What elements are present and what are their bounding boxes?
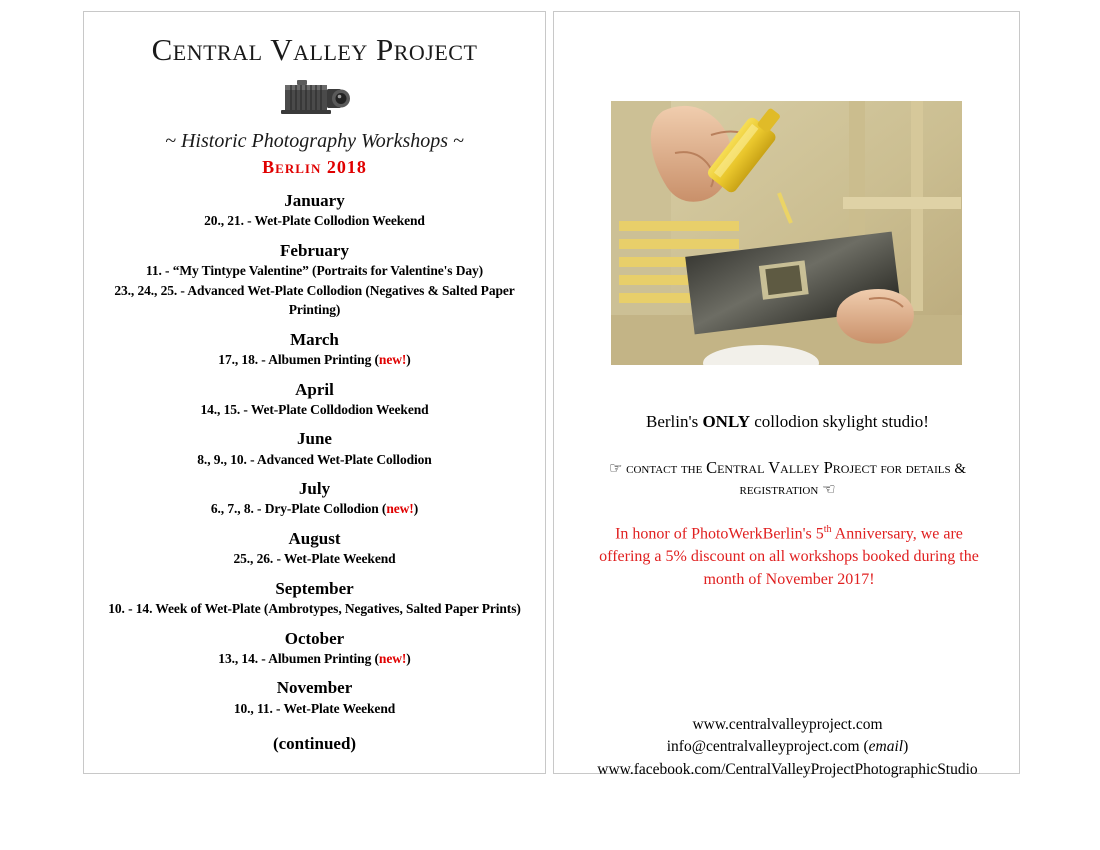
month-line-text: 13., 14. - Albumen Printing ( [218, 650, 379, 666]
month-line: 25., 26. - Wet-Plate Weekend [233, 551, 396, 567]
new-badge: new! [378, 352, 407, 367]
month-line: 10. - 14. Week of Wet-Plate (Ambrotypes, Negatives, Salted Paper Prints) [108, 601, 521, 617]
contact-suffix: for details & registration ☜ [739, 461, 967, 498]
month-name: February [280, 240, 349, 260]
vintage-camera-icon [273, 76, 357, 120]
month-line-suffix: ) [406, 650, 411, 666]
collodion-plate-photo [611, 101, 962, 365]
subtitle: ~ Historic Photography Workshops ~ [165, 130, 464, 152]
month-line: 11. - “My Tintype Valentine” (Portraits for Valentine's Day) [145, 263, 484, 279]
month-line: 23., 24., 25. - Advanced Wet-Plate Collodion (Negatives & Salted Paper Printing) [114, 282, 515, 318]
month-block [94, 190, 535, 231]
month-line [94, 649, 535, 669]
month-line-text: 17., 18. - Albumen Printing ( [218, 352, 379, 367]
promo-ordinal: th [823, 524, 832, 535]
month-name: March [290, 329, 339, 349]
month-block [94, 478, 535, 519]
month-name: October [284, 628, 345, 648]
month-line: 8., 9., 10. - Advanced Wet-Plate Collodion [197, 451, 432, 467]
city-year: Berlin 2018 [262, 157, 367, 177]
tagline-only: ONLY [702, 412, 750, 431]
month-line-suffix: ) [406, 352, 411, 367]
month-line [94, 350, 535, 370]
month-name: August [288, 529, 341, 548]
email-line[interactable]: info@centralvalleyproject.com (email) [666, 738, 909, 756]
month-block [94, 329, 535, 370]
contact-prefix: ☞ contact the [608, 461, 707, 477]
month-name: January [284, 191, 345, 210]
promo-text [594, 523, 984, 591]
month-block [94, 528, 535, 569]
month-block [94, 628, 535, 669]
email-address[interactable]: info@centralvalleyproject.com [666, 738, 860, 756]
month-name: November [276, 678, 353, 698]
month-block [94, 428, 535, 469]
month-line [94, 499, 535, 519]
promo-part1: In honor of PhotoWerkBerlin's 5 [615, 525, 824, 543]
page-title: Central Valley Project [151, 32, 478, 67]
month-block [94, 379, 535, 420]
facebook-link[interactable]: www.facebook.com/CentralValleyProjectPhotographicStudio [597, 760, 978, 778]
website-link[interactable]: www.centralvalleyproject.com [692, 716, 883, 733]
month-line-suffix: ) [413, 501, 419, 517]
month-line: 10., 11. - Wet-Plate Weekend [233, 700, 396, 716]
continued-note: (continued) [272, 734, 357, 754]
month-block [94, 578, 535, 619]
left-panel [83, 11, 546, 774]
month-line: 14., 15. - Wet-Plate Colldodion Weekend [200, 401, 429, 417]
studio-tagline [574, 412, 1001, 432]
new-badge: new! [378, 650, 407, 666]
month-block [94, 240, 535, 320]
month-name: July [298, 479, 331, 499]
contact-links [574, 714, 1001, 781]
tagline-post: collodion skylight studio! [750, 412, 929, 431]
promo-part2: Anniversary, we are offering a 5% discount on all workshops booked during the month of November 2017! [599, 525, 979, 588]
month-line: 20., 21. - Wet-Plate Collodion Weekend [204, 213, 425, 229]
month-name: April [295, 379, 334, 399]
month-line-text: 6., 7., 8. - Dry-Plate Collodion ( [210, 501, 387, 517]
month-block [94, 677, 535, 718]
tagline-pre: Berlin's [646, 412, 703, 431]
email-note: email [868, 738, 904, 756]
month-name: June [297, 429, 332, 449]
contact-brand: Central Valley Project [706, 458, 877, 477]
month-name: September [275, 578, 354, 598]
contact-instruction [584, 456, 991, 501]
right-panel [553, 11, 1020, 778]
new-badge: new! [386, 501, 414, 517]
